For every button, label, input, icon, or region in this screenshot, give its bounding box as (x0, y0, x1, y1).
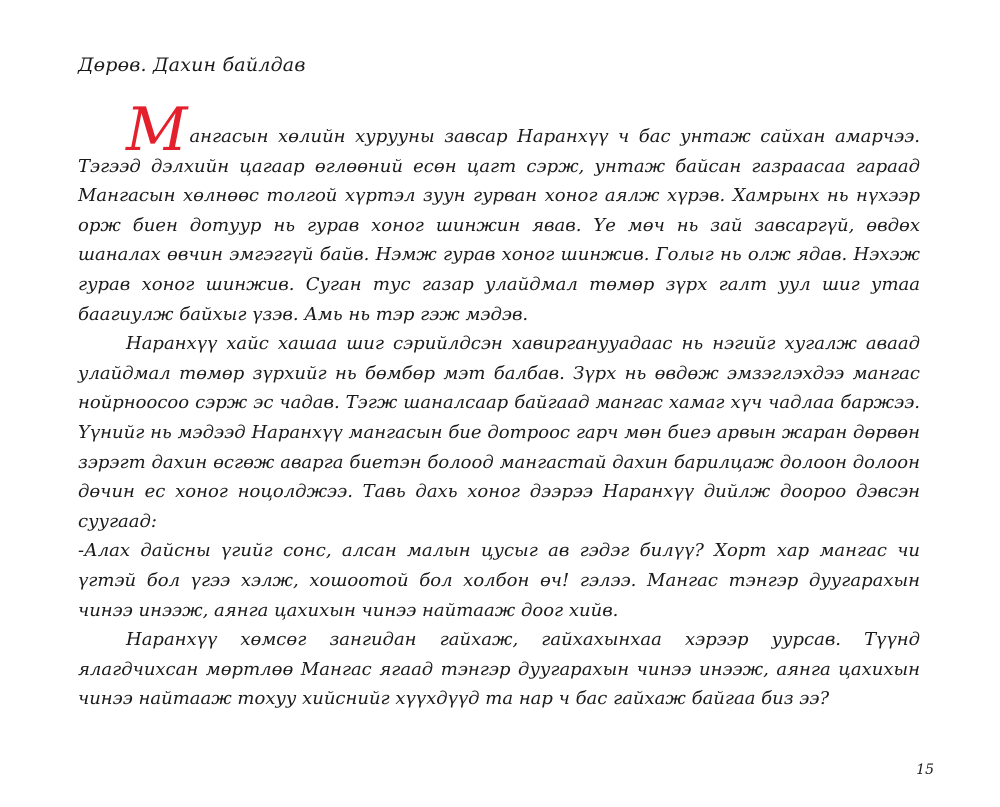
page-number: 15 (916, 762, 934, 778)
paragraph-1-text: ангасын хөлийн хурууны завсар Наранхүү ч бас унтаж сайхан амарчээ. Тэгээд дэлхийн цагаар өглөөний есөн цагт сэрж, унтаж байсан газраасаа гараад Мангасын хөлнөөс толгой хүртэл зуун гурван хоног аялж хүрэв. Хамрынх нь нүхээр орж биен дотуур нь гурав хоног шинжин явав. Үе мөч нь зай завсаргүй, өвдөх шаналах өвчин эмгэггүй байв. Нэмж гурав хоног шинжив. Голыг нь олж ядав. Нэхэж гурав хоног шинжив. Суган тус газар улайдмал төмөр зүрх галт уул шиг утаа баагиулж байхыг үзэв. Амь нь тэр гэж мэдэв. (78, 126, 920, 325)
drop-cap: М (126, 95, 188, 165)
chapter-title: Дөрөв. Дахин байлдав (78, 54, 306, 76)
paragraph-3: -Алах дайсны үгийг сонс, алсан малын цусыг ав гэдэг билүү? Хорт хар мангас чи үгтэй бол үгээ хэлж, хошоотой бол холбон өч! гэлээ. Мангас тэнгэр дуугарахын чинээ инээж, аянга цахихын чинээ найтааж доог хийв. (78, 540, 920, 621)
paragraph-2: Наранхүү хайс хашаа шиг сэрийлдсэн хавирганууадаас нь нэгийг хугалж аваад улайдмал төмөр зүрхийг нь бөмбөр мэт балбав. Зүрх нь өвдөж эмзэглэхдээ мангас нойрноосоо сэрж эс чадав. Тэгж шаналсаар байгаад мангас хамаг хүч чадлаа баржээ. Үүнийг нь мэдээд Наранхүү мангасын бие дотроос гарч мөн биеэ арвын жаран дөрвөн зэрэгт дахин өсгөж аварга биетэн болоод мангастай дахин барилцаж долоон долоон дөчин ес хоног ноцолджээ. Тавь дахь хоног дээрээ Наранхүү дийлж доороо дэвсэн суугаад: (78, 333, 920, 532)
paragraph-1 (78, 95, 920, 329)
story-text (78, 95, 920, 714)
paragraph-4: Наранхүү хөмсөг зангидан гайхаж, гайхахынхаа хэрээр уурсав. Түүнд ялагдчихсан мөртлөө Мангас ягаад тэнгэр дуугарахын чинээ инээж, аянга цахихын чинээ найтааж тохуу хийснийг хүүхдүүд та нар ч бас гайхаж байгаа биз ээ? (78, 629, 920, 710)
